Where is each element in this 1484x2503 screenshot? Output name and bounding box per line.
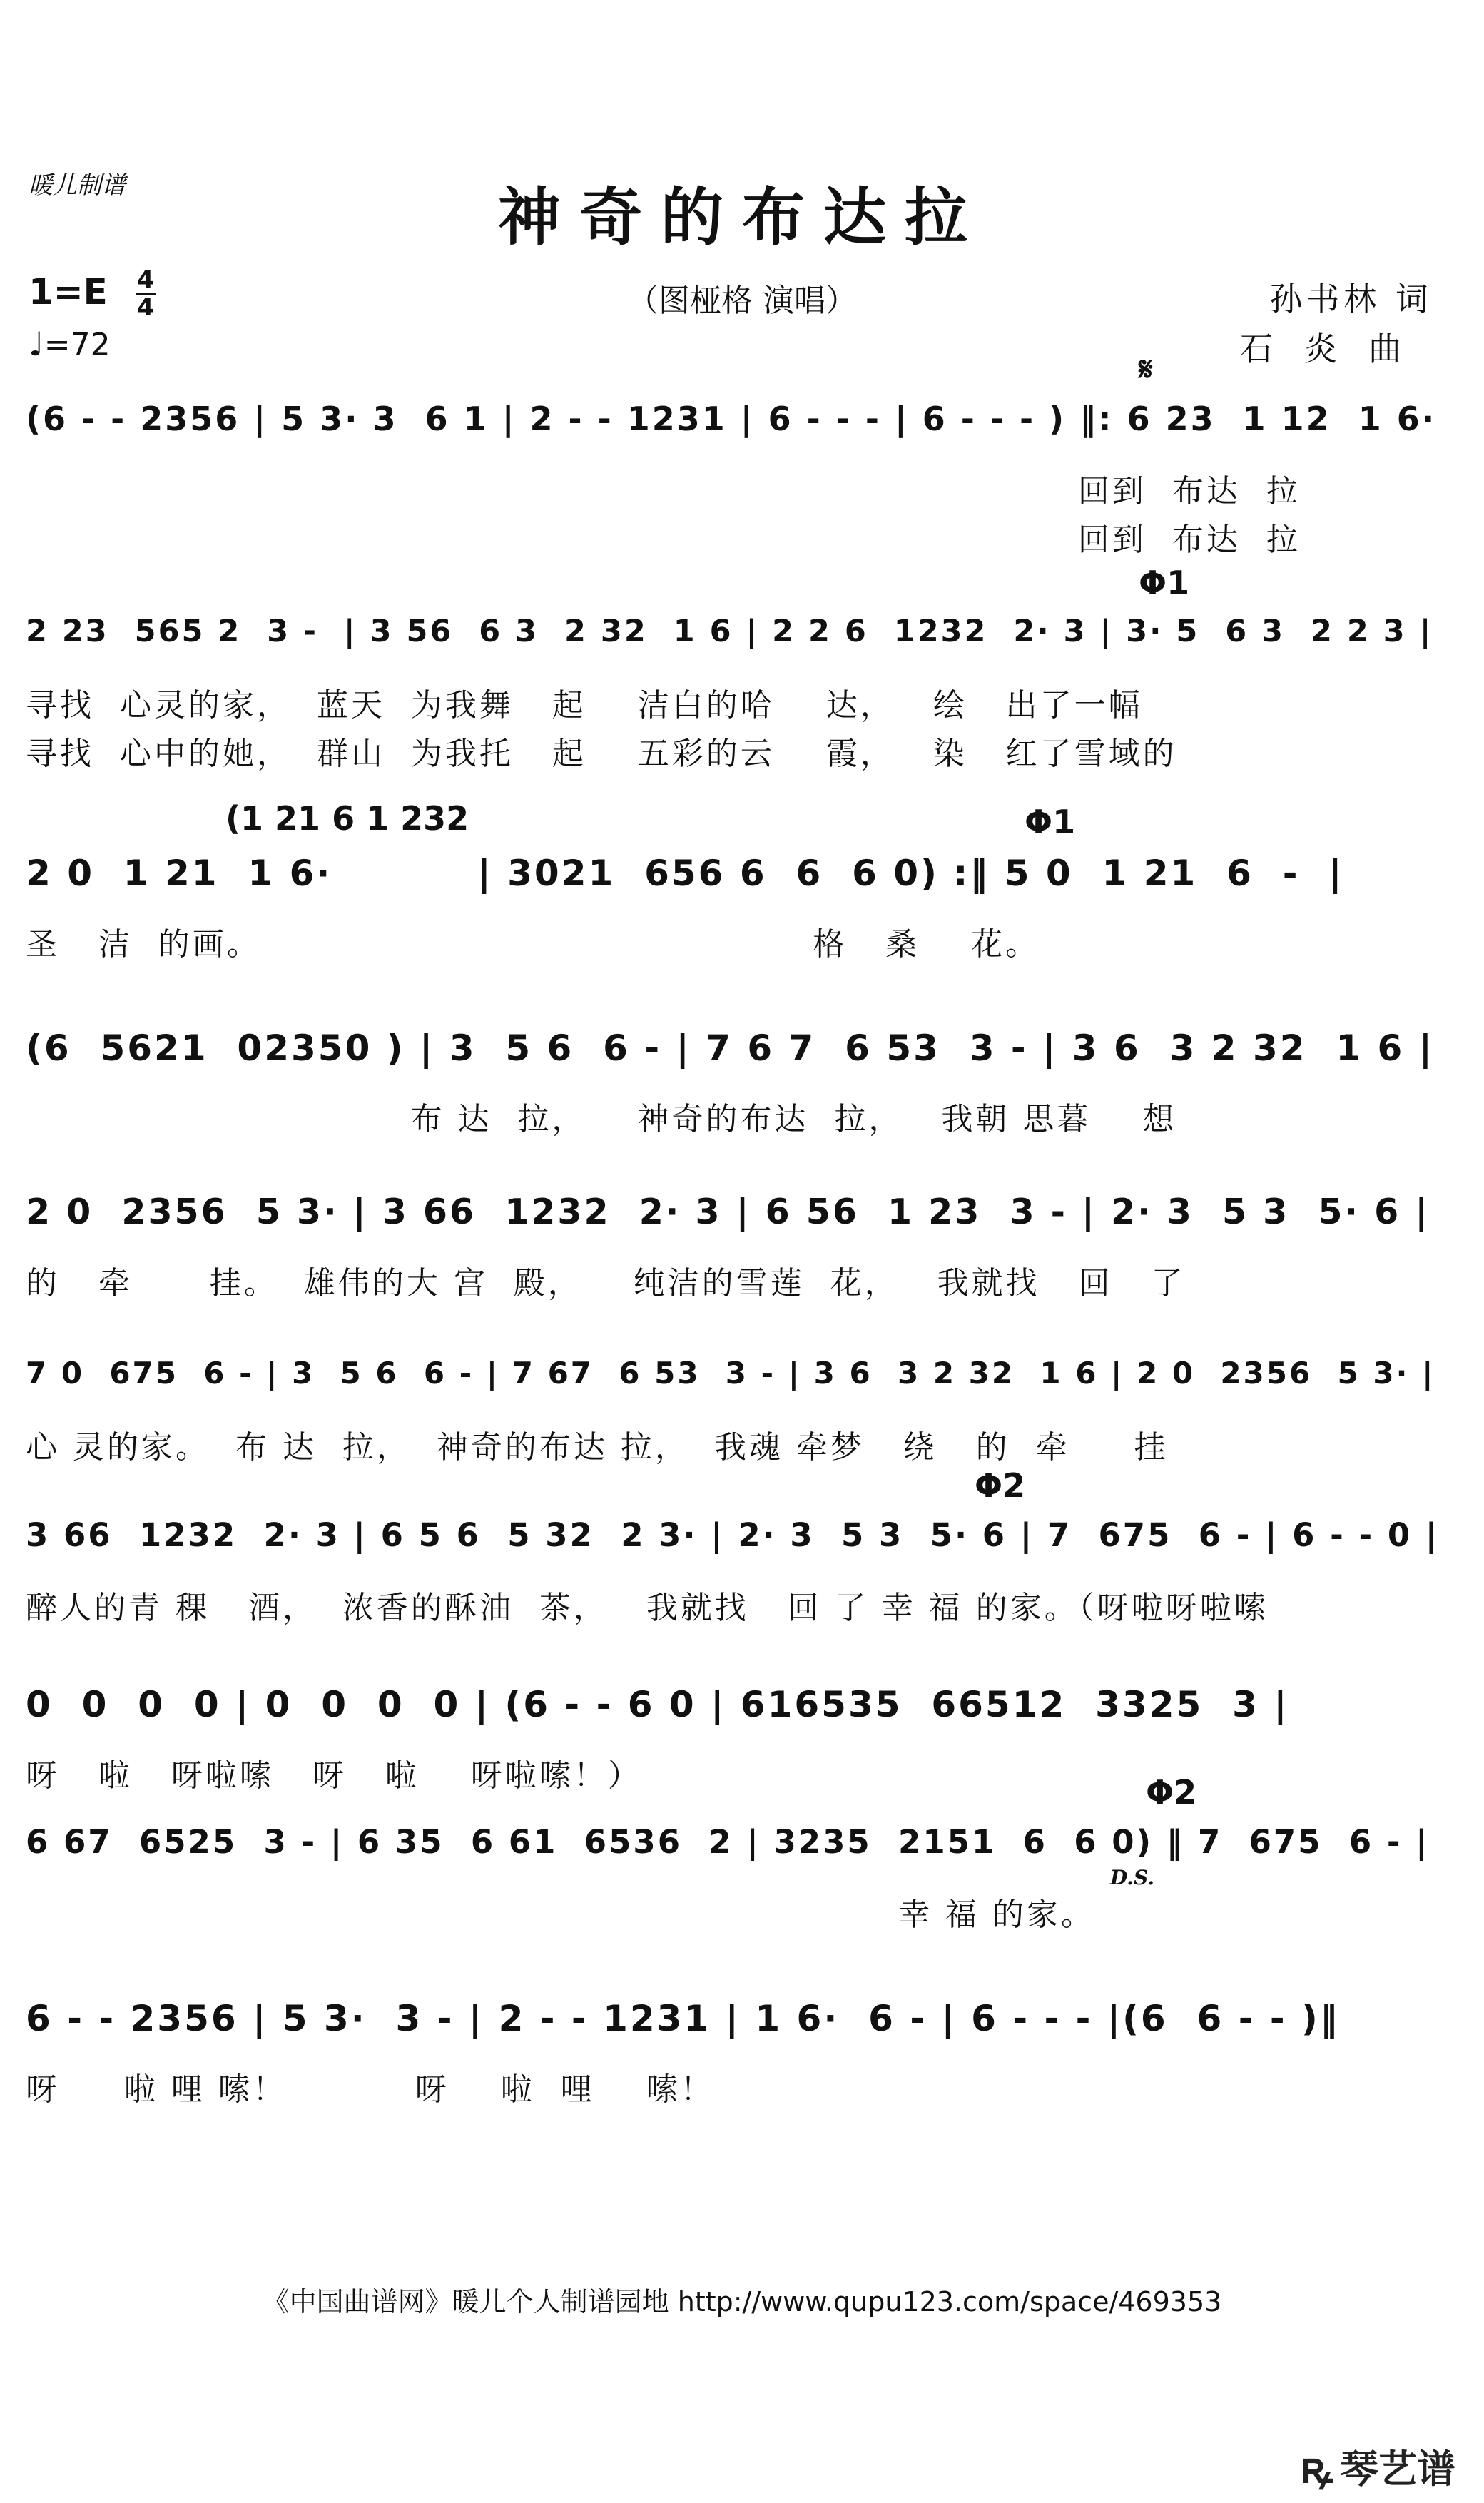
score-mark: 𝄋 xyxy=(1139,350,1153,388)
lyrics-line-2: 寻找 心中的她， 群山 为我托 起 五彩的云 霞， 染 红了雪域的 xyxy=(26,736,1177,772)
tempo-marking xyxy=(29,325,111,363)
lyrics-line-1: 的 牵 挂。 雄伟的大 宫 殿， 纯洁的雪莲 花， 我就找 回 了 xyxy=(26,1265,1186,1301)
lyrics-line-1: 呀 啦 呀啦嗦 呀 啦 呀啦嗦！） xyxy=(26,1757,642,1794)
lyrics-line-1: 幸 福 的家。 xyxy=(26,1897,1096,1933)
lyricist-credit: 孙书林 词 xyxy=(1269,280,1433,318)
piano-logo-icon: ꝶ xyxy=(1300,2443,1333,2493)
notation-line: 7 0 675 6 - | 3 5 6 6 - | 7 67 6 53 3 - | 3 6 3 2 32 1 6 | 2 0 2356 5 3· | xyxy=(26,1356,1435,1391)
score-mark: Φ1 xyxy=(1025,803,1076,841)
lyrics-line-1: 布 达 拉， 神奇的布达 拉， 我朝 思暮 想 xyxy=(26,1101,1177,1137)
score-mark: Φ1 xyxy=(1139,564,1190,602)
footer-credit: 《中国曲谱网》暖儿个人制谱园地 http://www.qupu123.com/space/469353 xyxy=(262,2286,1222,2317)
lyrics-line-1: 寻找 心灵的家， 蓝天 为我舞 起 洁白的哈 达， 绘 出了一幅 xyxy=(26,687,1143,724)
composer-credit: 石炎曲 xyxy=(1240,330,1433,368)
notation-line: 6 - - 2356 | 5 3· 3 - | 2 - - 1231 | 1 6· 6 - | 6 - - - |(6 6 - - )‖ xyxy=(26,1998,1340,2039)
key-signature: 1=E xyxy=(29,271,108,313)
notation-line: 2 0 1 21 1 6· | 3021 656 6 6 6 0) :‖ 5 0 1 21 6 - | xyxy=(26,853,1344,894)
lyrics-line-1: 呀 啦 哩 嗦！ 呀 啦 哩 嗦！ xyxy=(26,2071,715,2108)
lyrics-line-1: 心 灵的家。 布 达 拉， 神奇的布达 拉， 我魂 牵梦 绕 的 牵 挂 xyxy=(26,1429,1169,1466)
lyrics-line-1: 回到 布达 拉 xyxy=(26,473,1301,509)
notation-line: 0 0 0 0 | 0 0 0 0 | (6 - - 6 0 | 616535 66512 3325 3 | xyxy=(26,1684,1289,1725)
time-bottom: 4 xyxy=(137,293,154,322)
singer-credit: （图桠格 演唱） xyxy=(627,283,857,319)
lyrics-line-1: 圣 洁 的画。 格 桑 花。 xyxy=(26,926,1040,963)
lyrics-line-2: 回到 布达 拉 xyxy=(26,522,1301,558)
notation-line: 3 66 1232 2· 3 | 6 5 6 5 32 2 3· | 2· 3 5 3 5· 6 | 7 675 6 - | 6 - - 0 | xyxy=(26,1516,1440,1554)
maker-label: 暖儿制谱 xyxy=(29,171,126,200)
logo-text: 琴艺谱 xyxy=(1340,2447,1455,2492)
notation-line: (6 - - 2356 | 5 3· 3 6 1 | 2 - - 1231 | 6 - - - | 6 - - - ) ‖: 6 23 1 12 1 6· xyxy=(26,400,1437,438)
lyrics-line-1: 醉人的青 稞 酒， 浓香的酥油 茶， 我就找 回 了 幸 福 的家。（呀啦呀啦嗦 xyxy=(26,1590,1269,1626)
score-mark: Φ2 xyxy=(975,1466,1026,1505)
time-top: 4 xyxy=(137,265,154,294)
score-mark: (1 21 6 1 232 xyxy=(225,799,469,838)
score-mark: Φ2 xyxy=(1146,1773,1197,1812)
quarter-note-icon: ♩ xyxy=(29,325,44,363)
site-logo xyxy=(1301,2437,1455,2495)
notation-line: (6 5621 02350 ) | 3 5 6 6 - | 7 6 7 6 53 3 - | 3 6 3 2 32 1 6 | xyxy=(26,1027,1435,1069)
notation-line: 6 67 6525 3 - | 6 35 6 61 6536 2 | 3235 2151 6 6 0) ‖ 7 675 6 - | xyxy=(26,1823,1430,1861)
tempo-value: =72 xyxy=(44,327,111,363)
score-mark: D.S. xyxy=(1110,1866,1155,1889)
notation-line: 2 23 565 2 3 - | 3 56 6 3 2 32 1 6 | 2 2 6 1232 2· 3 | 3· 5 6 3 2 2 3 | xyxy=(26,614,1433,649)
notation-line: 2 0 2356 5 3· | 3 66 1232 2· 3 | 6 56 1 23 3 - | 2· 3 5 3 5· 6 | xyxy=(26,1192,1430,1232)
song-title: 神奇的布达拉 xyxy=(497,181,986,254)
